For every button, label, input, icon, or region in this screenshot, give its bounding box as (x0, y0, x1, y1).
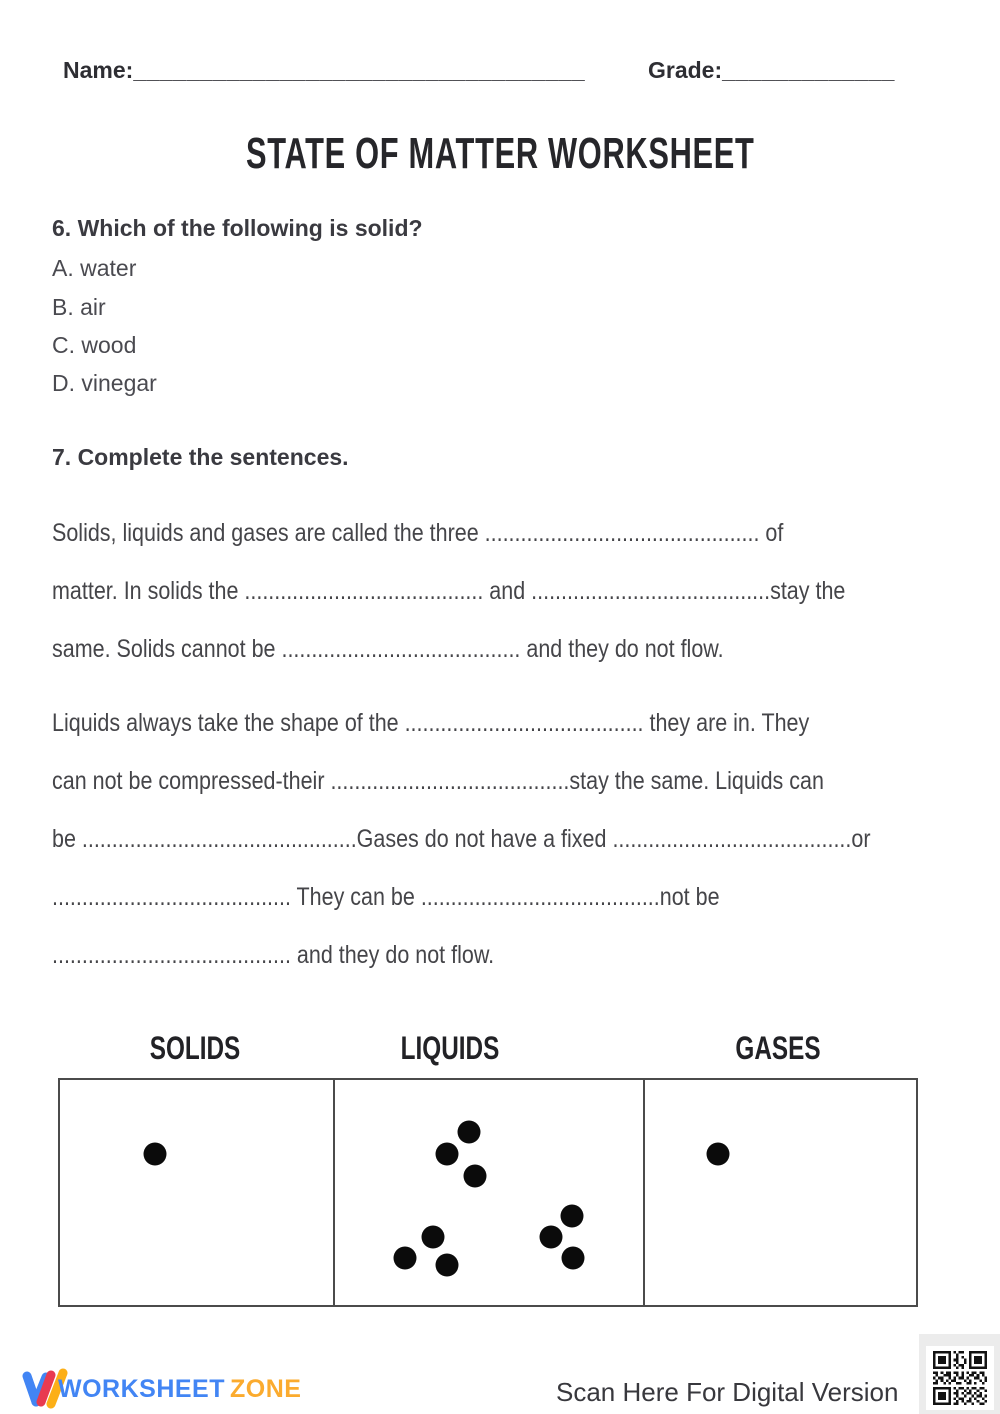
fill-line: matter. In solids the ........................................ and ........................................stay the (52, 577, 846, 605)
particle-table (58, 1078, 918, 1307)
particle-dot (144, 1143, 167, 1166)
fill-line: be ..............................................Gases do not have a fixed ........................................or (52, 825, 871, 853)
question-6-option-b: B. air (52, 294, 106, 320)
grade-label: Grade: (648, 57, 723, 83)
table-cell-liquids (333, 1080, 643, 1305)
fill-line: same. Solids cannot be ........................................ and they do not flow. (52, 635, 724, 663)
question-6-option-c: C. wood (52, 332, 137, 358)
fill-line: can not be compressed-their ........................................stay the same. Liquids can (52, 767, 824, 795)
particle-dot (458, 1121, 481, 1144)
particle-dot (422, 1226, 445, 1249)
logo-text-zone: ZONE (230, 1375, 302, 1403)
fill-paragraph-1 (52, 519, 902, 547)
qr-code-pattern (931, 1351, 989, 1405)
fill-line: Solids, liquids and gases are called the three .............................................. of (52, 519, 784, 547)
name-blank-line: __________________________________ (133, 57, 586, 83)
name-field-row (63, 57, 585, 84)
label-liquids: LIQUIDS (400, 1030, 500, 1066)
fill-paragraph-2 (52, 883, 828, 911)
qr-code-panel (919, 1334, 1000, 1414)
fill-paragraph-2 (52, 941, 566, 969)
question-6-option-a: A. water (52, 255, 137, 281)
fill-line: ........................................ and they do not flow. (52, 941, 495, 969)
fill-paragraph-1 (52, 635, 833, 663)
fill-paragraph-1 (52, 577, 975, 605)
particle-dot (707, 1143, 730, 1166)
particle-dot (464, 1165, 487, 1188)
particle-dot (562, 1247, 585, 1270)
name-label: Name: (63, 57, 134, 83)
label-gases: GASES (735, 1030, 821, 1066)
fill-line: ........................................ They can be ........................................not be (52, 883, 720, 911)
page-title-row (0, 129, 1000, 179)
page-title: STATE OF MATTER WORKSHEET (245, 129, 755, 178)
grade-field-row (648, 57, 895, 84)
particle-dot (394, 1247, 417, 1270)
qr-code (926, 1346, 994, 1410)
table-cell-solids (60, 1080, 333, 1305)
particle-dot (540, 1226, 563, 1249)
logo-text-worksheet: WORKSHEET (58, 1375, 225, 1403)
fill-line: Liquids always take the shape of the ........................................ they are in. They (52, 709, 810, 737)
grade-blank-line: _____________ (722, 57, 895, 83)
table-cell-gases (643, 1080, 916, 1305)
fill-paragraph-2 (52, 767, 950, 795)
fill-paragraph-2 (52, 825, 1000, 853)
scan-instruction: Scan Here For Digital Version (556, 1377, 899, 1407)
question-7-heading: 7. Complete the sentences. (52, 444, 349, 470)
worksheetzone-logo-text (58, 1375, 301, 1404)
question-6-heading: 6. Which of the following is solid? (52, 215, 423, 241)
particle-dot (436, 1254, 459, 1277)
question-6-option-d: D. vinegar (52, 370, 157, 396)
fill-paragraph-2 (52, 709, 933, 737)
particle-dot (436, 1143, 459, 1166)
particle-dot (561, 1205, 584, 1228)
label-solids: SOLIDS (149, 1030, 241, 1066)
